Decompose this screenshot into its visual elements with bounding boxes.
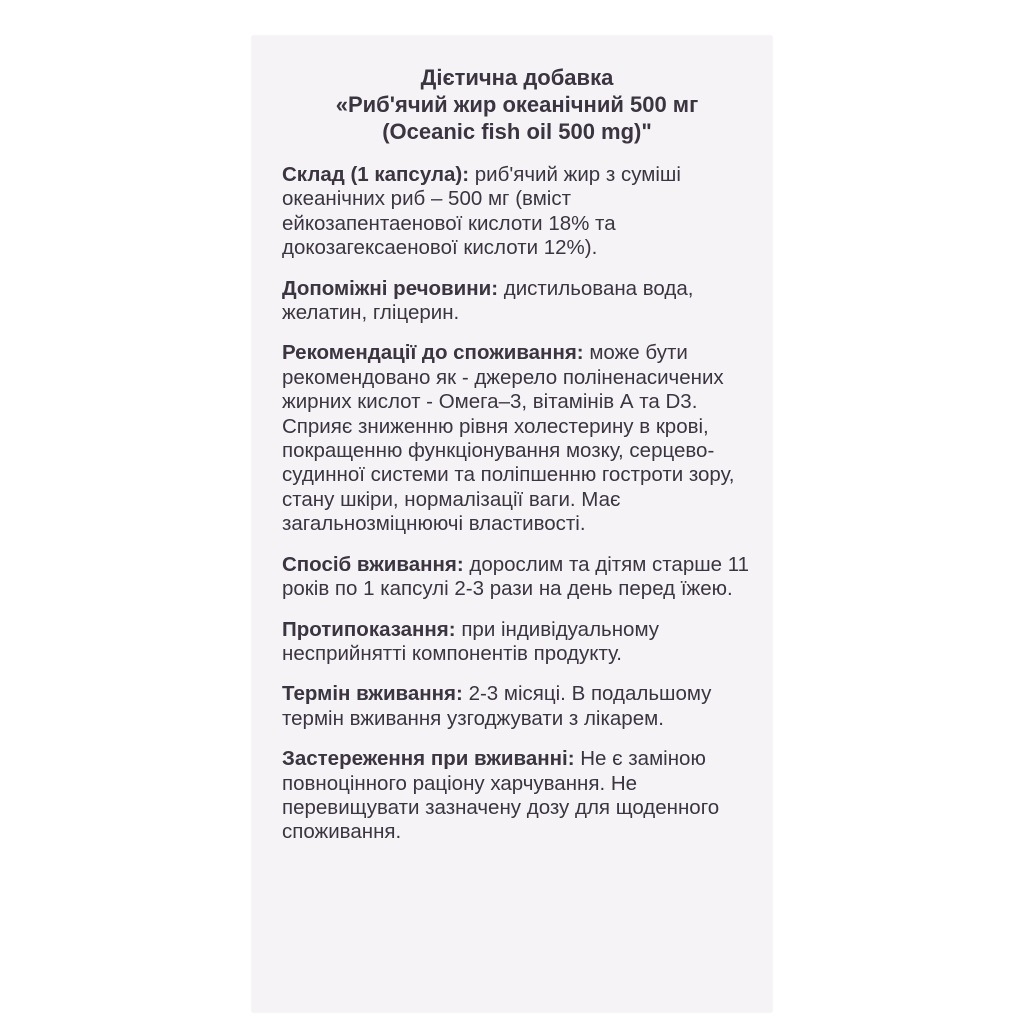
label-card [252,36,772,1012]
section-label: Застереження при вживанні: [282,747,575,771]
section-text: дистильована вода, желатин, гліцерин. [282,276,694,325]
section-text: при індивідуальному несприйнятті компонентів продукту. [282,617,660,665]
section-warnings [282,747,752,845]
title-line-3: (Oceanic fish oil 500 mg)" [382,119,652,144]
section-label: Спосіб вживання: [282,552,464,576]
section-label: Рекомендації до споживання: [282,341,584,365]
title-line-1: Дієтична добавка [420,65,614,90]
section-usage [282,553,752,602]
title-line-2: «Риб'ячий жир океанічний 500 мг [335,92,699,117]
section-label: Склад (1 капсула): [282,163,470,186]
section-composition [282,163,752,261]
section-text: Не є заміною повноцінного раціону харчування. Не перевищувати зазначену дозу для щоденного споживання. [282,747,720,844]
section-text: риб'ячий жир з суміші океанічних риб – 500 мг (вміст ейкозапентаенової кислоти 18% та докозагексаенової кислоти 12%). [282,163,681,260]
section-label: Протипоказання: [282,617,456,641]
section-contraindications [282,618,752,667]
label-content [282,64,752,861]
section-text: 2-3 місяці. В подальшому термін вживання узгоджувати з лікарем. [282,682,712,730]
section-excipients [282,277,752,326]
section-duration [282,682,752,731]
product-title [282,64,752,145]
section-text: дорослим та дітям старше 11 років по 1 капсулі 2-3 рази на день перед їжею. [282,552,750,601]
section-text: може бути рекомендовано як - джерело поліненасичених жирних кислот - Омега–3, вітамінів А та D3. Сприяє зниженню рівня холестерину в крові, покращенню функціонування мозку, серцево-судинної системи та поліпшенню гостроти зору, стану шкіри, нормалізації ваги. Має загальнозміцнюючі властивості. [282,341,735,536]
section-recommendations [282,341,752,536]
section-label: Допоміжні речовини: [282,276,499,300]
section-label: Термін вживання: [282,682,463,706]
